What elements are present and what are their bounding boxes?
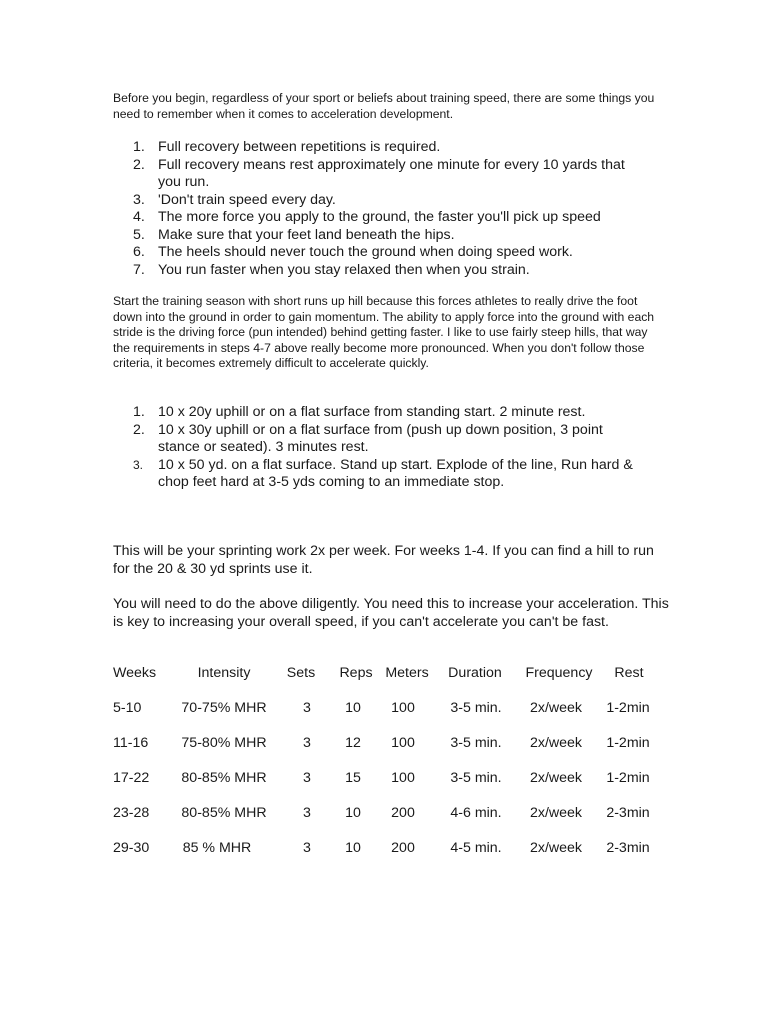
table-cell: 5-10 <box>113 700 142 716</box>
table-cell: 23-28 <box>113 805 150 821</box>
table-cell: 200 <box>391 840 415 856</box>
table-cell: 12 <box>345 735 361 751</box>
table-cell: 3-5 min. <box>450 735 502 751</box>
table-cell: 1-2min <box>606 735 650 751</box>
table-header: Reps <box>339 665 373 681</box>
table-cell: 3 <box>303 700 311 716</box>
season-paragraph: Start the training season with short runs up hill because this forces athletes to really drive the foot down into the ground in order to gain momentum. The ability to apply force into the ground with each stride is the driving force (pun intended) behind getting faster. I like to use fairly steep hills, that way the requirements in steps 4-7 above really become more pronounced. When you don't follow those criteria, it becomes extremely difficult to accelerate quickly. <box>113 294 655 370</box>
table-row <box>0 804 768 822</box>
intro-paragraph: Before you begin, regardless of your sport or beliefs about training speed, there are some things you need to remember when it comes to acceleration development. <box>113 91 655 121</box>
table-cell: 10 <box>345 840 361 856</box>
table-header: Intensity <box>197 665 251 681</box>
table-row <box>0 734 768 752</box>
table-cell: 17-22 <box>113 770 150 786</box>
table-cell: 70-75% MHR <box>181 700 267 716</box>
list-item: 3. 'Don't train speed every day. <box>133 191 336 208</box>
table-cell: 1-2min <box>606 700 650 716</box>
table-row <box>0 699 768 717</box>
list-item: 3. 10 x 50 yd. on a flat surface. Stand up start. Explode of the line, Run hard & chop feet hard at 3-5 yds coming to an immediate stop. <box>133 456 633 490</box>
table-cell: 3 <box>303 735 311 751</box>
list-item: 2. 10 x 30y uphill or on a flat surface from (push up down position, 3 point stance or seated). 3 minutes rest. <box>133 421 603 455</box>
table-cell: 100 <box>391 700 415 716</box>
list-item: 2. Full recovery means rest approximately one minute for every 10 yards that you run. <box>133 156 625 190</box>
table-cell: 3 <box>303 805 311 821</box>
table-cell: 10 <box>345 805 361 821</box>
list-item: 1. 10 x 20y uphill or on a flat surface from standing start. 2 minute rest. <box>133 404 586 420</box>
table-cell: 2x/week <box>529 700 583 716</box>
table-cell: 2x/week <box>529 840 583 856</box>
table-header: Duration <box>448 665 502 681</box>
table-header-row <box>0 664 768 682</box>
table-cell: 100 <box>391 735 415 751</box>
table-cell: 10 <box>345 700 361 716</box>
table-cell: 3-5 min. <box>450 700 502 716</box>
table-cell: 4-6 min. <box>450 805 502 821</box>
table-header: Rest <box>614 665 644 681</box>
rules-list <box>0 139 768 279</box>
list-item: 1. Full recovery between repetitions is required. <box>133 139 441 155</box>
table-cell: 75-80% MHR <box>181 735 267 751</box>
table-cell: 80-85% MHR <box>181 770 267 786</box>
list-item: 6. The heels should never touch the ground when doing speed work. <box>133 244 573 260</box>
table-cell: 3 <box>303 840 311 856</box>
table-cell: 200 <box>391 805 415 821</box>
table-cell: 2x/week <box>529 805 583 821</box>
table-cell: 4-5 min. <box>450 840 502 856</box>
table-cell: 2x/week <box>529 735 583 751</box>
table-cell: 11-16 <box>113 735 149 751</box>
table-header: Sets <box>286 665 316 681</box>
table-header: Weeks <box>113 665 157 681</box>
table-cell: 85 % MHR <box>182 840 252 856</box>
table-row <box>0 769 768 787</box>
table-cell: 80-85% MHR <box>181 805 267 821</box>
table-cell: 1-2min <box>606 770 650 786</box>
table-header: Frequency <box>525 665 593 681</box>
table-cell: 3-5 min. <box>450 770 502 786</box>
table-cell: 2-3min <box>606 805 650 821</box>
table-cell: 3 <box>303 770 311 786</box>
list-item: 5. Make sure that your feet land beneath the hips. <box>133 226 455 243</box>
table-row <box>0 839 768 857</box>
table-cell: 15 <box>345 770 361 786</box>
diligence-paragraph: You will need to do the above diligently. You need this to increase your acceleration. This is key to increasing your overall speed, if you can't accelerate you can't be fast. <box>113 596 669 630</box>
list-item: 4. The more force you apply to the ground, the faster you'll pick up speed <box>133 209 601 225</box>
drills-list <box>0 404 768 492</box>
table-cell: 29-30 <box>113 840 150 856</box>
table-cell: 100 <box>391 770 415 786</box>
table-cell: 2x/week <box>529 770 583 786</box>
list-item: 7. You run faster when you stay relaxed then when you strain. <box>133 261 530 278</box>
table-header: Meters <box>385 665 429 681</box>
sprint-paragraph: This will be your sprinting work 2x per week. For weeks 1-4. If you can find a hill to run for the 20 & 30 yd sprints use it. <box>113 543 654 577</box>
table-cell: 2-3min <box>606 840 650 856</box>
